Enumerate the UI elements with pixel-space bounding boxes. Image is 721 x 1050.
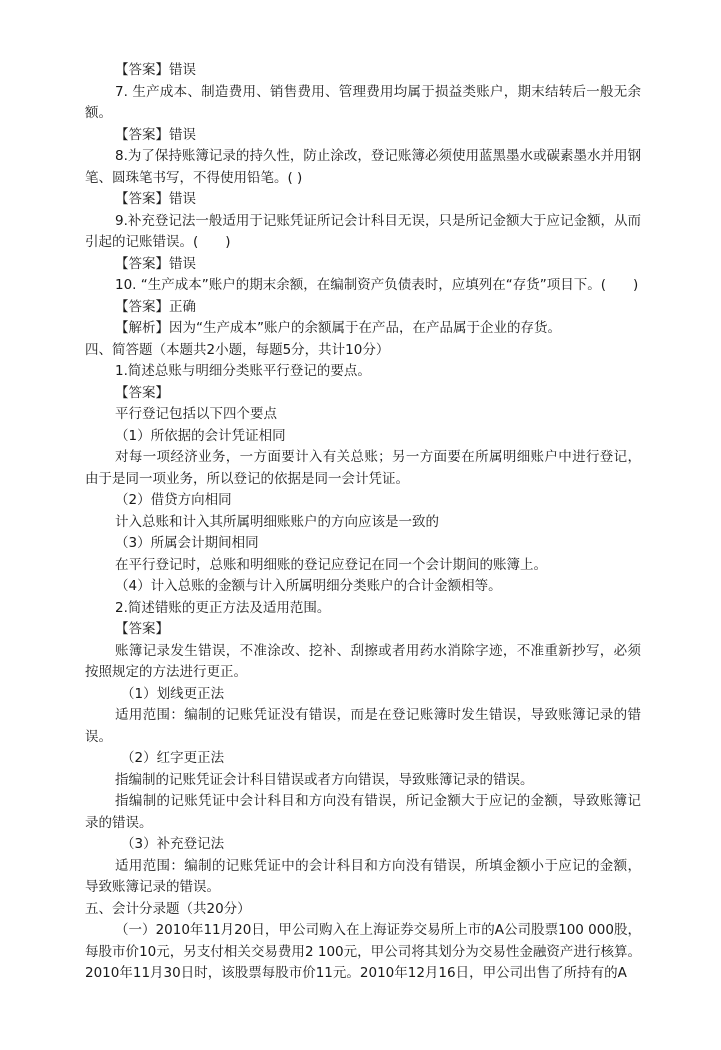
text-line: （1）所依据的会计凭证相同 bbox=[115, 427, 286, 444]
text-line: 7. 生产成本、制造费用、销售费用、管理费用均属于损益类账户，期末结转后一般无余额。 bbox=[85, 83, 641, 121]
text-line: （一）2010年11月20日，甲公司购入在上海证券交易所上市的A公司股票100 000股，每股市价10元，另支付相关交易费用2 100元，甲公司将其划分为交易性金融资产进行核算。2010年11月30日时，该股票每股市价11元。2010年12月16日，甲公司出售了所持有的A bbox=[85, 922, 641, 981]
text-line: 平行登记包括以下四个要点 bbox=[115, 406, 277, 422]
text-line: 9.补充登记法一般适用于记账凭证所记会计科目无误，只是所记金额大于应记金额，从而引起的记账错误。( ) bbox=[85, 212, 641, 250]
text-line: 适用范围：编制的记账凭证没有错误，而是在登记账簿时发生错误，导致账簿记录的错误。 bbox=[85, 707, 641, 745]
text-line: 8.为了保持账簿记录的持久性，防止涂改，登记账簿必须使用蓝黑墨水或碳素墨水并用钢笔、圆珠笔书写，不得使用铅笔。( ) bbox=[85, 148, 641, 186]
text-line: （2）借贷方向相同 bbox=[115, 492, 232, 508]
text-line: 适用范围：编制的记账凭证中的会计科目和方向没有错误，所填金额小于应记的金额，导致账簿记录的错误。 bbox=[85, 857, 641, 895]
document-page bbox=[85, 60, 641, 985]
text-line: 【答案】正确 bbox=[115, 298, 196, 315]
text-line: 1.简述总账与明细分类账平行登记的要点。 bbox=[115, 363, 371, 379]
text-line: 五、会计分录题（共20分） bbox=[85, 900, 251, 917]
text-line: 【解析】因为“生产成本”账户的余额属于在产品，在产品属于企业的存货。 bbox=[115, 320, 561, 336]
text-line: 四、简答题（本题共2小题，每题5分，共计10分） bbox=[85, 341, 390, 358]
text-line: 【答案】 bbox=[115, 621, 169, 637]
text-line: （3）补充登记法 bbox=[121, 836, 225, 852]
text-line: （3）所属会计期间相同 bbox=[115, 535, 259, 551]
text-line: 【答案】错误 bbox=[115, 126, 196, 143]
text-line: 【答案】错误 bbox=[115, 191, 196, 207]
text-line: 在平行登记时，总账和明细账的登记应登记在同一个会计期间的账簿上。 bbox=[115, 556, 547, 573]
text-line: （1）划线更正法 bbox=[121, 685, 225, 702]
text-line: 2.简述错账的更正方法及适用范围。 bbox=[115, 599, 331, 616]
text-line: 指编制的记账凭证中会计科目和方向没有错误，所记金额大于应记的金额，导致账簿记录的错误。 bbox=[85, 793, 641, 831]
text-line: 对每一项经济业务，一方面要计入有关总账；另一方面要在所属明细账户中进行登记，由于是同一项业务，所以登记的依据是同一会计凭证。 bbox=[85, 449, 641, 487]
text-line: 【答案】 bbox=[115, 384, 169, 401]
text-line: 【答案】错误 bbox=[115, 255, 196, 272]
text-line: 【答案】错误 bbox=[115, 62, 196, 78]
text-line: （2）红字更正法 bbox=[121, 750, 225, 766]
text-line: （4）计入总账的金额与计入所属明细分类账户的合计金额相等。 bbox=[115, 578, 502, 594]
text-line: 指编制的记账凭证会计科目错误或者方向错误，导致账簿记录的错误。 bbox=[115, 771, 534, 788]
text-line: 计入总账和计入其所属明细账账户的方向应该是一致的 bbox=[115, 513, 439, 530]
text-line: 账簿记录发生错误，不准涂改、挖补、刮擦或者用药水消除字迹，不准重新抄写，必须按照规定的方法进行更正。 bbox=[85, 642, 641, 680]
text-line: 10. “生产成本”账户的期末余额，在编制资产负债表时，应填列在“存货”项目下。( ) bbox=[115, 277, 639, 293]
